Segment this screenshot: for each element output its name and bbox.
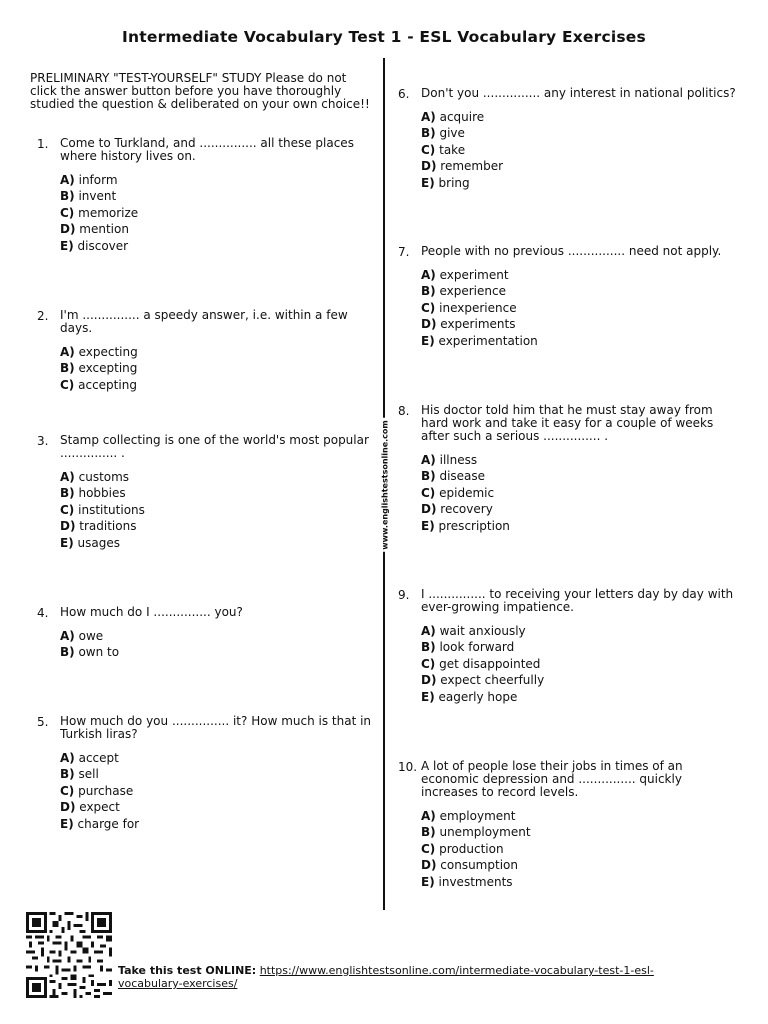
option-e[interactable]: E) usages <box>60 535 120 550</box>
options-list <box>421 623 738 705</box>
question-5 <box>37 715 377 832</box>
option-d[interactable]: D) traditions <box>60 519 137 534</box>
question-3 <box>37 434 377 551</box>
option-c[interactable]: C) epidemic <box>421 485 495 500</box>
option-b[interactable]: B) sell <box>60 767 99 782</box>
option-d[interactable]: D) recovery <box>421 502 493 517</box>
options-list <box>60 344 377 393</box>
option-b[interactable]: B) own to <box>60 645 120 660</box>
option-e[interactable]: E) investments <box>421 874 513 889</box>
question-10 <box>398 760 738 890</box>
question-text: How much do I ............... you? <box>60 605 243 619</box>
option-d[interactable]: D) experiments <box>421 317 516 332</box>
options-list <box>421 267 738 349</box>
option-a[interactable]: A) illness <box>421 453 478 467</box>
question-number: 1. <box>37 137 49 151</box>
option-a[interactable]: A) owe <box>60 629 104 643</box>
option-e[interactable]: E) experimentation <box>421 333 538 348</box>
question-number: 6. <box>398 87 410 101</box>
options-list <box>60 172 377 254</box>
test-online-link[interactable]: https://www.englishtestsonline.com/intermediate-vocabulary-test-1-esl-vocabulary-exercises/ <box>118 964 654 990</box>
option-d[interactable]: D) expect cheerfully <box>421 673 545 688</box>
option-c[interactable]: C) inexperience <box>421 300 517 315</box>
option-a[interactable]: A) customs <box>60 470 130 484</box>
options-list <box>421 452 738 534</box>
question-number: 4. <box>37 606 49 620</box>
option-d[interactable]: D) expect <box>60 800 120 815</box>
question-text: His doctor told him that he must stay away from hard work and take it easy for a couple of weeks after such a serious ............... . <box>421 403 714 443</box>
question-number: 2. <box>37 309 49 323</box>
side-url-text: www.englishtestsonline.com <box>380 420 390 550</box>
question-text: A lot of people lose their jobs in times of an economic depression and ............... quickly increases to record levels. <box>421 759 683 799</box>
options-list <box>60 750 377 832</box>
footer <box>24 912 744 1002</box>
option-e[interactable]: E) prescription <box>421 518 510 533</box>
options-list <box>60 469 377 551</box>
page-title: Intermediate Vocabulary Test 1 - ESL Vocabulary Exercises <box>122 28 646 46</box>
side-watermark <box>379 420 391 550</box>
option-b[interactable]: B) look forward <box>421 640 515 655</box>
question-4 <box>37 606 377 661</box>
question-8 <box>398 404 738 534</box>
question-text: How much do you ............... it? How much is that in Turkish liras? <box>60 714 372 741</box>
option-a[interactable]: A) accept <box>60 751 119 765</box>
option-c[interactable]: C) production <box>421 841 504 856</box>
option-b[interactable]: B) hobbies <box>60 486 126 501</box>
option-a[interactable]: A) employment <box>421 809 516 823</box>
question-6 <box>398 87 738 191</box>
question-7 <box>398 245 738 349</box>
option-b[interactable]: B) invent <box>60 189 117 204</box>
option-d[interactable]: D) mention <box>60 222 129 237</box>
option-a[interactable]: A) inform <box>60 173 118 187</box>
question-text: I ............... to receiving your letters day by day with ever-growing impatience. <box>421 587 734 614</box>
option-a[interactable]: A) expecting <box>60 345 138 359</box>
options-list <box>421 109 738 191</box>
option-b[interactable]: B) excepting <box>60 361 138 376</box>
options-list <box>60 628 377 661</box>
option-a[interactable]: A) wait anxiously <box>421 624 526 638</box>
option-b[interactable]: B) disease <box>421 469 486 484</box>
option-e[interactable]: E) eagerly hope <box>421 689 518 704</box>
question-number: 10. <box>398 760 418 774</box>
option-e[interactable]: E) discover <box>60 238 129 253</box>
option-d[interactable]: D) consumption <box>421 858 518 873</box>
option-c[interactable]: C) memorize <box>60 205 139 220</box>
question-number: 3. <box>37 434 49 448</box>
question-number: 9. <box>398 588 410 602</box>
qr-code-icon[interactable] <box>24 912 114 998</box>
question-text: Come to Turkland, and ............... all these places where history lives on. <box>60 136 354 163</box>
option-e[interactable]: E) bring <box>421 175 470 190</box>
question-9 <box>398 588 738 705</box>
question-number: 7. <box>398 245 410 259</box>
option-b[interactable]: B) experience <box>421 284 506 299</box>
option-c[interactable]: C) get disappointed <box>421 656 541 671</box>
options-list <box>421 808 738 890</box>
option-b[interactable]: B) unemployment <box>421 825 531 840</box>
question-number: 5. <box>37 715 49 729</box>
option-a[interactable]: A) acquire <box>421 110 485 124</box>
option-a[interactable]: A) experiment <box>421 268 509 282</box>
option-b[interactable]: B) give <box>421 126 465 141</box>
question-text: Don't you ............... any interest in national politics? <box>421 86 736 100</box>
option-c[interactable]: C) institutions <box>60 502 145 517</box>
intro-text: PRELIMINARY "TEST-YOURSELF" STUDY Please do not click the answer button before you have thoroughly studied the question & deliberated on your own choice!! <box>30 71 370 111</box>
question-text: People with no previous ............... need not apply. <box>421 244 722 258</box>
option-d[interactable]: D) remember <box>421 159 504 174</box>
question-text: I'm ............... a speedy answer, i.e. within a few days. <box>60 308 348 335</box>
question-text: Stamp collecting is one of the world's most popular ............... . <box>60 433 369 460</box>
question-number: 8. <box>398 404 410 418</box>
option-c[interactable]: C) take <box>421 142 466 157</box>
footer-label: Take this test ONLINE: <box>118 964 257 977</box>
question-1 <box>37 137 377 254</box>
question-2 <box>37 309 377 393</box>
option-c[interactable]: C) accepting <box>60 377 137 392</box>
footer-text <box>118 964 678 990</box>
option-e[interactable]: E) charge for <box>60 816 140 831</box>
option-c[interactable]: C) purchase <box>60 783 134 798</box>
